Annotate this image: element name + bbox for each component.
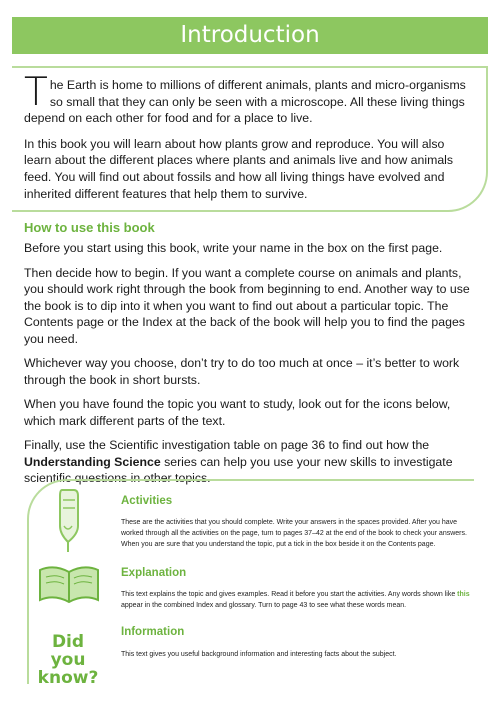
information-text: This text gives you useful background information and interesting facts about the subject. [121,651,397,658]
how-to-paragraph-2: Then decide how to begin. If you want a complete course on animals and plants, you should work right through the book from beginning to end. Another way to use the book is to dip into it when you want to find out about a particular topic. The Contents page or the Index at the back of the book will help you to find the pages you need. [24,265,470,346]
p5-text-a: Finally, use the Scientific investigation table on page 36 to find out how the [24,438,430,452]
how-to-paragraph-3: Whichever way you choose, don’t try to do too much at once – it’s better to work through the book in short bursts. [24,356,460,387]
how-to-heading: How to use this book [24,220,155,235]
intro-paragraph-1 [24,70,474,127]
pencil-icon [50,486,90,554]
page-title: Introduction [12,17,488,54]
explanation-title: Explanation [121,567,187,579]
intro-paragraph-1-text: he Earth is home to millions of different animals, plants and micro-organisms so small that they can only be seen with a microscope. All these living things depend on each other for food and for a place to live. [24,78,466,126]
activities-title: Activities [121,495,173,507]
explanation-text [121,589,477,611]
intro-paragraph-2: In this book you will learn about how plants grow and reproduce. You will also learn about the different places where plants and animals live and how animals feed. You will find out about fossils and how all living things have evolved and inherited different features that help them to survive. [24,136,454,201]
glossary-highlight-example: this [457,591,470,598]
activities-text: These are the activities that you should complete. Write your answers in the spaces provided. After you have worked through all the activities on the page, turn to pages 37–42 at the end of the book to check your answers. When you are sure that you understand the topic, put a tick in the box beside it on the Contents page. [121,519,467,548]
intro-text [24,70,474,211]
information-title: Information [121,626,185,638]
explanation-text-a: This text explains the topic and gives examples. Read it before you start the activities. Any words shown like [121,591,458,598]
p5-text-b: series can help you use your new skills to investigate scientific questions in other topics. [24,454,453,485]
explanation-text-b: appear in the combined Index and glossary. Turn to page 43 to see what these words mean. [121,602,407,609]
drop-cap: T [24,70,48,115]
how-to-paragraph-4: When you have found the topic you want to study, look out for the icons below, which mark different parts of the text. [24,397,451,428]
open-book-icon [36,562,102,606]
how-to-paragraph-1: Before you start using this book, write your name in the box on the first page. [24,241,443,255]
series-name: Understanding Science [24,454,161,469]
how-to-body [24,240,480,495]
did-you-know-icon: Did you know? [37,632,99,688]
